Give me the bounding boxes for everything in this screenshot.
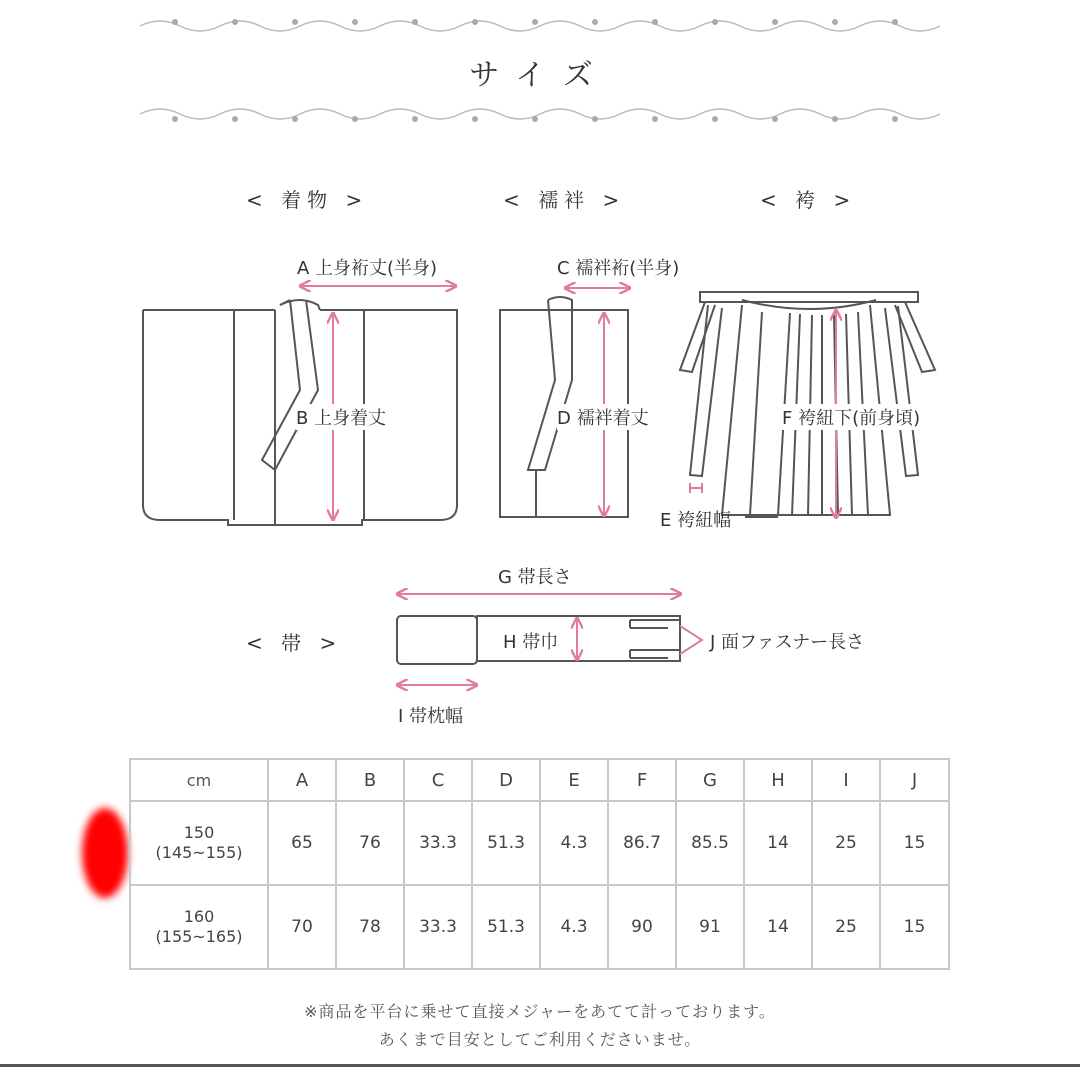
table-cell: 91 (676, 885, 744, 969)
table-header-cell: B (336, 759, 404, 801)
highlight-mark (82, 808, 128, 898)
size-table (129, 758, 950, 970)
table-cell: 14 (744, 885, 812, 969)
table-cell: 86.7 (608, 801, 676, 885)
ornament-top (140, 19, 940, 31)
label-g: G 帯長さ (498, 567, 572, 588)
table-cell: 33.3 (404, 885, 472, 969)
table-header-cell: J (880, 759, 949, 801)
table-cell: 25 (812, 885, 880, 969)
table-header-cell: H (744, 759, 812, 801)
label-i: I 帯枕幅 (398, 706, 464, 727)
note-line-2: あくまで目安としてご利用くださいませ。 (378, 1030, 702, 1049)
table-cell: 33.3 (404, 801, 472, 885)
table-cell: 51.3 (472, 885, 540, 969)
label-c: C 襦袢裄(半身) (557, 258, 680, 279)
table-cell: 65 (268, 801, 336, 885)
table-header-cell: E (540, 759, 608, 801)
size-range: (145~155) (155, 843, 243, 862)
table-header-cell: cm (130, 759, 268, 801)
table-header-cell: F (608, 759, 676, 801)
label-h: H 帯巾 (503, 632, 559, 653)
table-cell: 70 (268, 885, 336, 969)
category-obi: < 帯 > (246, 631, 343, 655)
table-cell: 4.3 (540, 885, 608, 969)
table-header-cell: G (676, 759, 744, 801)
table-cell: 15 (880, 885, 949, 969)
size-range: (155~165) (155, 927, 243, 946)
table-cell: 4.3 (540, 801, 608, 885)
juban-measure-arrows (565, 288, 630, 516)
label-d: D 襦袢着丈 (557, 404, 649, 430)
label-a: A 上身裄丈(半身) (297, 258, 438, 279)
table-cell: 76 (336, 801, 404, 885)
size-cell (130, 885, 268, 969)
table-header-cell: C (404, 759, 472, 801)
table-header-row (130, 759, 949, 801)
category-juban: < 襦袢 > (503, 188, 626, 212)
table-cell: 51.3 (472, 801, 540, 885)
table-cell: 90 (608, 885, 676, 969)
size-cell (130, 801, 268, 885)
table-cell: 15 (880, 801, 949, 885)
label-f: F 袴紐下(前身頃) (782, 404, 920, 430)
table-row (130, 885, 949, 969)
page-title: サイズ (469, 58, 611, 93)
category-hakama: < 袴 > (760, 188, 857, 212)
note-line-1: ※商品を平台に乗せて直接メジャーをあてて計っております。 (304, 1002, 776, 1021)
table-cell: 85.5 (676, 801, 744, 885)
kimono-measure-arrows (300, 286, 456, 520)
label-j: J 面ファスナー長さ (710, 632, 865, 653)
size-label: 160 (183, 907, 215, 926)
category-kimono: < 着物 > (246, 188, 369, 212)
table-cell: 25 (812, 801, 880, 885)
label-e: E 袴紐幅 (660, 510, 732, 531)
table-cell: 14 (744, 801, 812, 885)
table-header-cell: I (812, 759, 880, 801)
label-b: B 上身着丈 (296, 404, 386, 430)
size-label: 150 (183, 823, 215, 842)
table-header-cell: D (472, 759, 540, 801)
table-row (130, 801, 949, 885)
ornament-bottom (140, 109, 940, 122)
table-header-cell: A (268, 759, 336, 801)
table-cell: 78 (336, 885, 404, 969)
